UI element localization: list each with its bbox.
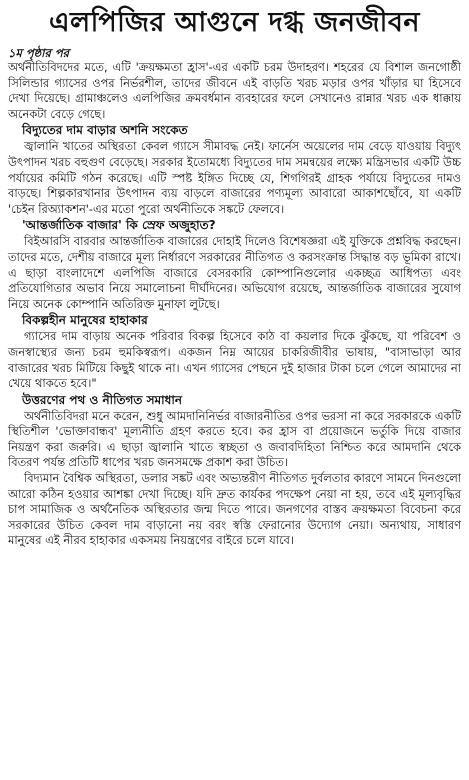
section-electricity-paragraph: জ্বালানি খাতের অস্থিরতা কেবল গ্যাসে সীমাবদ্ধ নেই। ফার্নেস অয়েলের দাম বেড়ে যাওয়ায় বিদ্যুৎ উৎপাদন খরচ বহুগুণ বেড়েছে। সরকার ইতোমধ্যে বিদ্যুতের দাম সমন্বয়ের লক্ষ্যে মন্ত্রিসভার একটি উচ্চ পর্যায়ের কমিটি গঠন করেছে। এটি স্পষ্ট ইঙ্গিত দিচ্ছে যে, শিগগিরই গ্রাহক পর্যায়ে বিদ্যুতের দামও বাড়ছে। শিল্পকারখানার উৎপাদন ব্যয় বাড়লে বাজারের পণ্যমূল্য আবারো আকাশছোঁবে, যা একটি 'চেইন রিঅ্যাকশন'-এর মতো পুরো অর্থনীতিকে সঙ্কটে ফেলবে। xyxy=(8,139,461,216)
page-continuation-label: ১ম পৃষ্ঠার পর xyxy=(8,46,69,60)
headline: এলপিজির আগুনে দগ্ধ জনজীবন xyxy=(48,7,421,38)
section-heading-solution: উত্তরণের পথ ও নীতিগত সমাধান xyxy=(22,392,183,407)
section-no-alternative-paragraph: গ্যাসের দাম বাড়ায় অনেক পরিবার বিকল্প হিসেবে কাঠ বা কয়লার দিকে ঝুঁকছে, যা পরিবেশ ও জনস্বাস্থ্যের জন্য চরম হুমকিস্বরূপ। একজন নিম্ন আয়ের চাকরিজীবীর ভাষায়, "বাসাভাড়া আর বাজারের খরচ মিটিয়ে কিছুই থাকে না। এখন গ্যাসের পেছনে দুই হাজার টাকা চলে গেলে আমাদের না খেয়ে থাকতে হবে।" xyxy=(8,329,461,391)
intro-paragraph: অর্থনীতিবিদদের মতে, এটি 'ক্রয়ক্ষমতা হ্রাস'-এর একটি চরম উদাহরণ। শহরের যে বিশাল জনগোষ্ঠী সিলিন্ডার গ্যাসের ওপর নির্ভরশীল, তাদের জীবনে এই বাড়তি খরচ মড়ার ওপর খাঁড়ার ঘা হিসেবে দেখা দিয়েছে। গ্রামাঞ্চলেও এলপিজির ক্রমবর্ধমান ব্যবহারের ফলে সেখানেও রান্নার খরচ এক ধাক্কায় অনেকটা বেড়ে গেছে। xyxy=(8,60,461,121)
section-solution-paragraph-2: বিদ্যমান বৈশ্বিক অস্থিরতা, ডলার সঙ্কট এবং অভ্যন্তরীণ নীতিগত দুর্বলতার কারণে সামনে দিনগুলো আরো কঠিন হওয়ার আশঙ্কা দেখা দিচ্ছে। যদি দ্রুত কার্যকর পদক্ষেপ নেয়া না হয়, তবে এই মূল্যবৃদ্ধির চাপ সামাজিক ও অর্থনৈতিক অস্থিরতার জন্ম দিতে পারে। জনগণের বাস্তব ক্রয়ক্ষমতা বিবেচনা করে সরকারের উচিত কেবল দাম বাড়ানো নয় বরং স্বস্তি ফেরানোর উদ্যোগ নেয়া। অন্যথায়, সাধারণ মানুষের এই নীরব হাহাকার একসময় নিয়ন্ত্রণের বাইরে চলে যাবে। xyxy=(8,471,461,548)
section-solution-paragraph-1: অর্থনীতিবিদরা মনে করেন, শুধু আমদানিনির্ভর বাজারনীতির ওপর ভরসা না করে সরকারকে একটি স্থিতিশীল 'ভোক্তাবান্ধব' মূল্যনীতি গ্রহণ করতে হবে। কর হ্রাস বা প্রয়োজনে ভর্তুকি দিয়ে বাজার নিয়ন্ত্রণ করা জরুরি। এ ছাড়া জ্বালানি খাতে স্বচ্ছতা ও জবাবদিহিতা নিশ্চিত করে আমদানি থেকে বিতরণ পর্যন্ত প্রতিটি ধাপের খরচ জনসমক্ষে প্রকাশ করা উচিত। xyxy=(8,408,461,470)
section-heading-international-market: 'আন্তর্জাতিক বাজার' কি স্রেফ অজুহাত? xyxy=(22,218,216,233)
section-international-market-paragraph: বিইআরসি বারবার আন্তর্জাতিক বাজারের দোহাই দিলেও বিশেষজ্ঞরা এই যুক্তিকে প্রশ্নবিদ্ধ করছেন। তাদের মতে, দেশীয় বাজারে মূল্য নির্ধারণে সরকারের নীতিগত ও করসংক্রান্ত সিদ্ধান্ত বড় ভূমিকা রাখে। এ ছাড়া বাংলাদেশে এলপিজি বাজারে বেসরকারি কোম্পানিগুলোর একচ্ছত্র আধিপত্য এবং প্রতিযোগিতার অভাব নিয়ে সমালোচনা দীর্ঘদিনের। অভিযোগ রয়েছে, আন্তর্জাতিক বাজারের সুযোগ নিয়ে অনেক কোম্পানি অতিরিক্ত মুনাফা লুটছে। xyxy=(8,234,461,311)
section-heading-no-alternative: বিকল্পহীন মানুষের হাহাকার xyxy=(22,313,148,328)
section-heading-electricity: বিদ্যুতের দাম বাড়ার অশনি সংকেত xyxy=(22,123,188,138)
